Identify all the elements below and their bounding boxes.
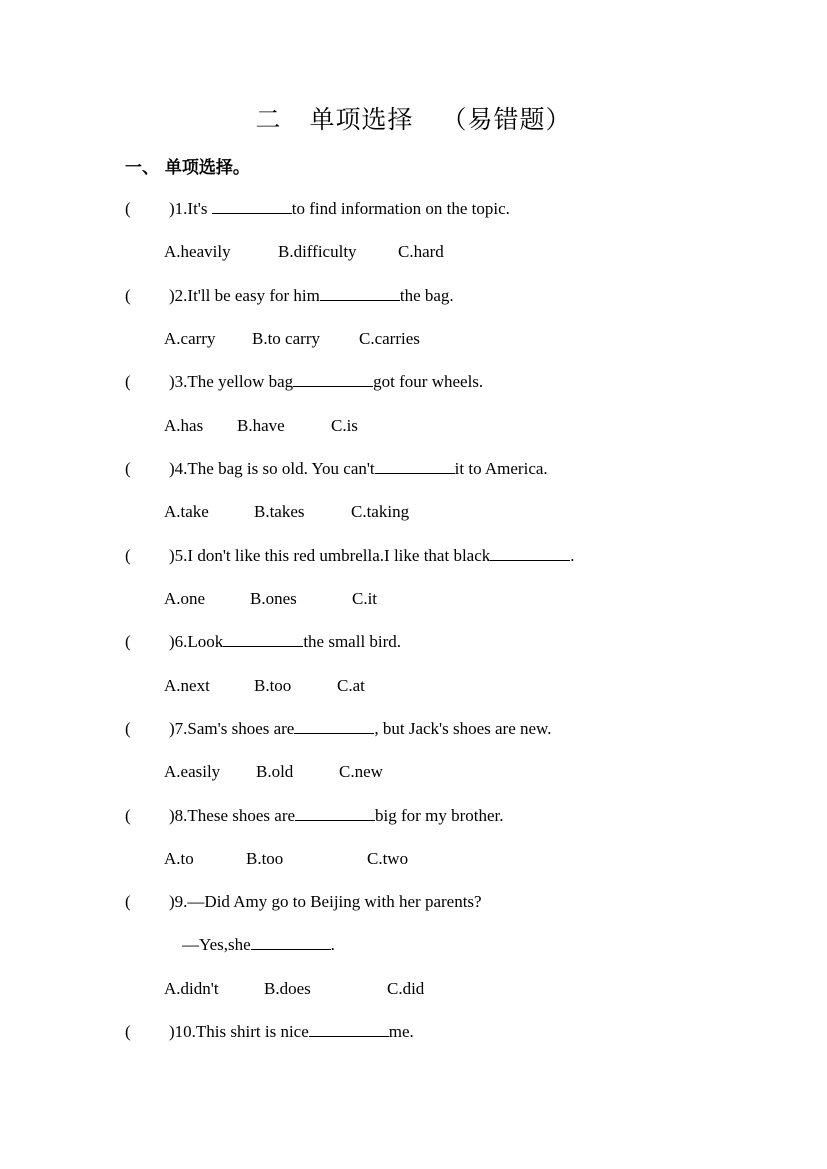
option-c[interactable]: C.is bbox=[331, 416, 358, 435]
option-b[interactable]: B.too bbox=[254, 676, 292, 695]
title-text: 单项选择 bbox=[309, 105, 414, 134]
answer-blank[interactable] bbox=[375, 459, 455, 474]
option-b[interactable]: B.have bbox=[237, 416, 285, 435]
answer-blank[interactable] bbox=[293, 372, 373, 387]
option-b[interactable]: B.to carry bbox=[252, 329, 320, 348]
option-c[interactable]: C.hard bbox=[398, 242, 444, 261]
option-a[interactable]: A.to bbox=[164, 849, 194, 868]
option-c[interactable]: C.at bbox=[337, 676, 365, 695]
option-a[interactable]: A.didn't bbox=[164, 979, 219, 998]
option-c[interactable]: C.did bbox=[387, 979, 425, 998]
option-c[interactable]: C.carries bbox=[359, 329, 420, 348]
section-heading: 一、 单项选择。 bbox=[125, 158, 250, 178]
title-note: （易错题） bbox=[441, 105, 572, 134]
answer-blank[interactable] bbox=[212, 199, 292, 214]
answer-blank[interactable] bbox=[295, 806, 375, 821]
option-b[interactable]: B.takes bbox=[254, 502, 305, 521]
option-b[interactable]: B.does bbox=[264, 979, 311, 998]
question-2: ( )2.It'll be easy for him the bag. bbox=[125, 286, 454, 305]
question-1: ( )1.It's to find information on the topic. bbox=[125, 199, 510, 218]
answer-blank[interactable] bbox=[223, 632, 303, 647]
answer-blank[interactable] bbox=[490, 546, 570, 561]
option-b[interactable]: B.too bbox=[246, 849, 284, 868]
option-a[interactable]: A.easily bbox=[164, 762, 221, 781]
option-a[interactable]: A.has bbox=[164, 416, 204, 435]
answer-blank[interactable] bbox=[251, 935, 331, 950]
question-10: ( )10.This shirt is nice me. bbox=[125, 1022, 414, 1041]
question-8: ( )8.These shoes are big for my brother. bbox=[125, 806, 504, 825]
question-7: ( )7.Sam's shoes are , but Jack's shoes are new. bbox=[125, 719, 552, 738]
option-c[interactable]: C.it bbox=[352, 589, 378, 608]
option-a[interactable]: A.take bbox=[164, 502, 209, 521]
option-c[interactable]: C.two bbox=[367, 849, 409, 868]
question-6: ( )6.Look the small bird. bbox=[125, 632, 402, 651]
question-9: ( )9.—Did Amy go to Beijing with her parents? bbox=[125, 892, 482, 911]
option-b[interactable]: B.difficulty bbox=[278, 242, 357, 261]
question-3: ( )3.The yellow bag got four wheels. bbox=[125, 372, 484, 391]
title-number: 二 bbox=[255, 105, 282, 134]
option-b[interactable]: B.old bbox=[256, 762, 294, 781]
answer-blank[interactable] bbox=[309, 1022, 389, 1037]
option-a[interactable]: A.one bbox=[164, 589, 206, 608]
option-a[interactable]: A.next bbox=[164, 676, 210, 695]
question-9-response: —Yes,she . bbox=[182, 935, 335, 954]
question-5: ( )5.I don't like this red umbrella.I like that black . bbox=[125, 546, 575, 565]
answer-blank[interactable] bbox=[294, 719, 374, 734]
answer-blank[interactable] bbox=[320, 286, 400, 301]
option-c[interactable]: C.new bbox=[339, 762, 383, 781]
question-4: ( )4.The bag is so old. You can't it to America. bbox=[125, 459, 548, 478]
option-a[interactable]: A.carry bbox=[164, 329, 216, 348]
option-b[interactable]: B.ones bbox=[250, 589, 297, 608]
page-title bbox=[0, 100, 827, 136]
option-c[interactable]: C.taking bbox=[351, 502, 410, 521]
option-a[interactable]: A.heavily bbox=[164, 242, 231, 261]
